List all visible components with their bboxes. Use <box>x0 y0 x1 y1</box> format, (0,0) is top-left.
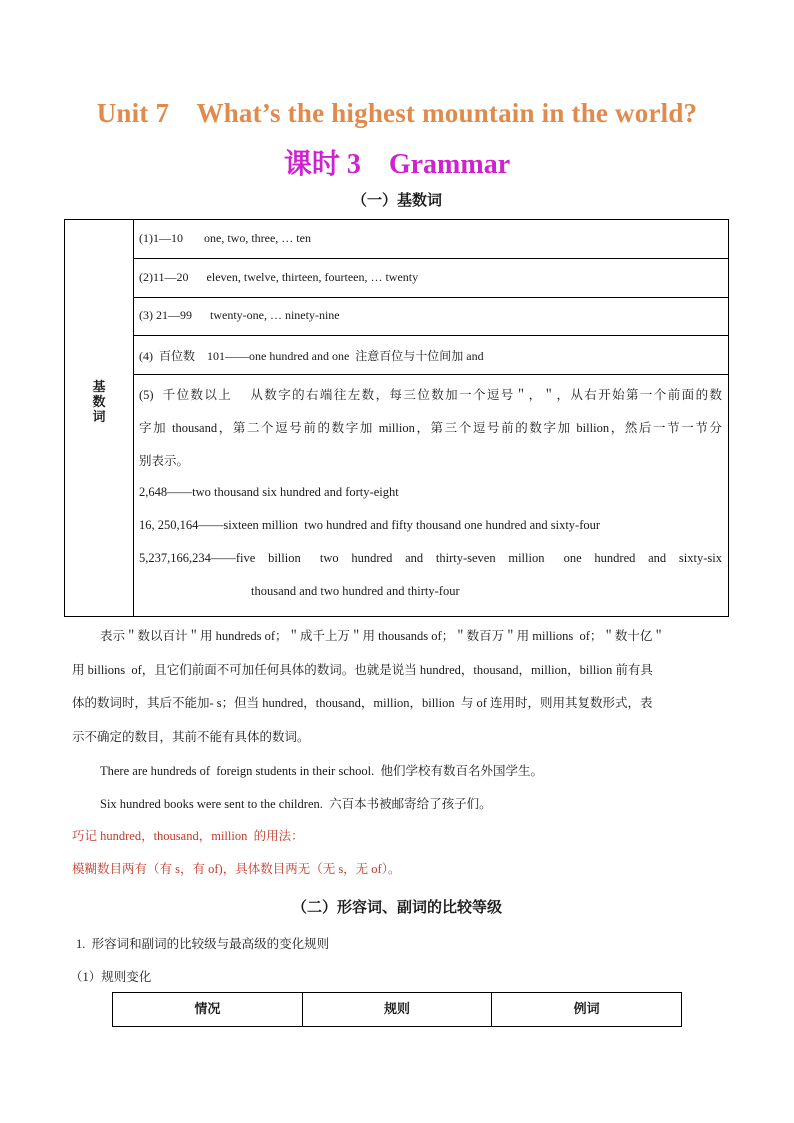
explanation-line: 示不确定的数目，其前不能有具体的数词。 <box>72 730 310 744</box>
table-row <box>133 336 728 375</box>
row-text: (1)1—10 one, two, three, … ten <box>139 231 311 245</box>
thousands-rule-cell <box>133 375 728 616</box>
cell-line: 16, 250,164——sixteen million two hundred and fifty thousand one hundred and sixty-four <box>139 518 601 532</box>
table-row <box>133 259 728 298</box>
tip-body: 模糊数目两有（有 s，有 of)，具体数目两无（无 s，无 of）。 <box>72 862 401 876</box>
explanation-line: 体的数词时，其后不能加- s；但当 hundred，thousand，million，billion 与 of 连用时，则用其复数形式，表 <box>72 696 653 710</box>
tip-title: 巧记 hundred，thousand，million 的用法： <box>72 829 304 843</box>
explanation-line: 表示＂数以百计＂用 hundreds of；＂成千上万＂用 thousands of；＂数百万＂用 millions of；＂数十亿＂ <box>100 629 665 643</box>
row-text: (2)11—20 eleven, twelve, thirteen, fourteen, … twenty <box>139 270 419 284</box>
rule-subheading: （1）规则变化 <box>70 970 152 984</box>
cell-line: 5,237,166,234——five billion two hundred and thirty-seven million one hundred and sixty-six <box>139 551 722 565</box>
column-header: 情况 <box>113 993 303 1026</box>
cell-line: 别表示。 <box>139 454 190 468</box>
row-text: (4) 百位数 101——one hundred and one 注意百位与十位间加 and <box>139 349 484 363</box>
side-label: 基数词 <box>92 380 106 425</box>
rule-item-heading: 1. 形容词和副词的比较级与最高级的变化规则 <box>76 937 330 951</box>
column-header: 例词 <box>573 1002 600 1017</box>
cell-line: 2,648——two thousand six hundred and forty-eight <box>139 485 399 499</box>
explanation-line: 用 billions of，且它们前面不可加任何具体的数词。也就是说当 hundred，thousand，million，billion 前有具 <box>72 663 653 677</box>
cell-line: thousand and two hundred and thirty-four <box>251 584 460 598</box>
cell-line: 字加 thousand，第二个逗号前的数字加 million，第三个逗号前的数字加 billion，然后一节一节分 <box>139 421 722 435</box>
comparison-rules-table <box>112 992 682 1027</box>
example-sentence: There are hundreds of foreign students in their school. 他们学校有数百名外国学生。 <box>100 764 543 778</box>
example-sentence: Six hundred books were sent to the children. 六百本书被邮寄给了孩子们。 <box>100 797 492 811</box>
cell-line: (5) 千位数以上 从数字的右端往左数，每三位数加一个逗号＂，＂，从右开始第一个前面的数 <box>139 388 722 402</box>
section2-heading: （二）形容词、副词的比较等级 <box>291 898 502 916</box>
table-row <box>133 298 728 336</box>
row-text: (3) 21—99 twenty-one, … ninety-nine <box>139 308 340 322</box>
section1-heading: （一）基数词 <box>351 191 442 209</box>
cardinal-numbers-table <box>64 219 729 617</box>
table-side-column <box>65 220 134 616</box>
unit-title: Unit 7 What’s the highest mountain in the world? <box>96 98 698 128</box>
table-row <box>133 220 728 259</box>
lesson-title: 课时 3 Grammar <box>283 149 511 180</box>
column-header: 规则 <box>303 993 493 1026</box>
